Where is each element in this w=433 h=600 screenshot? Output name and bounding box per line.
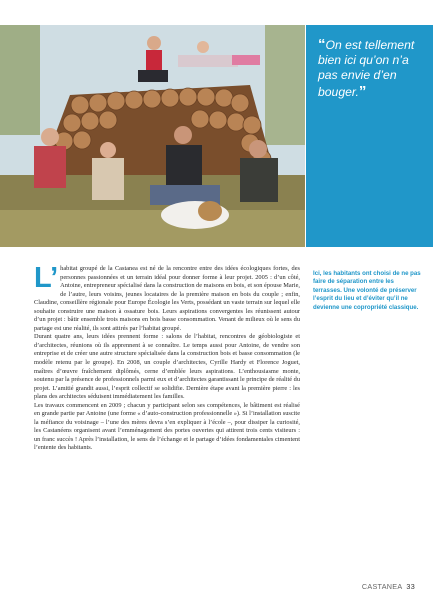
- article-paragraph-1: habitat groupé de la Castanea est né de la rencontre entre des idées écologiques fortes, des personnes passionnées et un terrain idéal pour donner forme à leur projet. 2005 : d’un côté, Antoine, entrepreneur spécialisé dans la construction de maisons en bois, et son épouse Marie, de l’autre, leurs voisins, jeunes locataires de la première maison en bois du couple ; enfin, Claudine, conseillère régionale pour Europe Écologie les Verts, possédant un vaste terrain sur lequel elle souhaite construire une maison à ossature bois. Leurs aspirations convergentes les réunissent autour d’un projet : bâtir ensemble trois maisons en bois basse consommation. Venant de milieux où le sens du partage est une réalité, ils sont attirés par l’habitat groupé.: [34, 265, 300, 332]
- quote-close-mark: ”: [358, 82, 367, 100]
- pull-quote-box: [306, 25, 433, 247]
- drop-cap: L’: [34, 262, 59, 294]
- article-body: [34, 262, 301, 453]
- group-photo-illustration: [0, 25, 305, 247]
- side-note: Ici, les habitants ont choisi de ne pas faire de séparation entre les terrasses. Une volonté de préserver l’esprit du lieu et d’éviter qu’il ne devienne une copropriété classique.: [313, 270, 421, 311]
- article-paragraph-3: Les travaux commencent en 2009 ; chacun y participant selon ses compétences, le bâtiment est réalisé en grande partie par Antoine (une forme « d’auto-construction professionnelle »). Si l’installation suscite la méfiance du voisinage – l’une des mères devra s’en expliquer à l’école –, pour dissiper la curiosité, les Castanéens organisent avant l’emménagement des portes ouvertes qui attirent trois cents visiteurs : un franc succès ! Après l’installation, le sens de l’échange et le partage d’idées fondamentales cimentent l’entente des habitants.: [34, 401, 301, 452]
- pull-quote: [318, 37, 424, 100]
- group-photo: [0, 25, 305, 247]
- quote-text: On est tellement bien ici qu’on n’a pas envie d’en bouger.: [318, 38, 415, 99]
- page-footer: [362, 582, 415, 591]
- article-paragraph-2: Durant quatre ans, leurs idées prennent forme : salons de l’habitat, rencontres de géobiologiste et d’architectes, réunions où ils apprennent à se connaître. Le temps aussi pour Antoine, de vendre son entreprise et de créer une autre structure spécialisée dans la construction bois et basse consommation (le modèle retenu par le groupe). En 2008, un couple d’architectes, Cyrille Hardy et Florence Joguet, maîtres d’œuvre fraîchement diplômés, cerne d’emblée leurs aspirations. L’enthousiasme monte, soutenu par la présence de professionnels parmi eux et d’architectes garantissant le principe de réalité du projet. L’amitié grandit aussi, l’esprit collectif se solidifie. Dernière étape avant la première pierre : les plans des architectes séduisent immédiatement les familles.: [34, 333, 300, 401]
- quote-open-mark: “: [318, 36, 326, 53]
- footer-label: CASTANEA: [361, 582, 403, 591]
- page-number: 33: [406, 582, 415, 591]
